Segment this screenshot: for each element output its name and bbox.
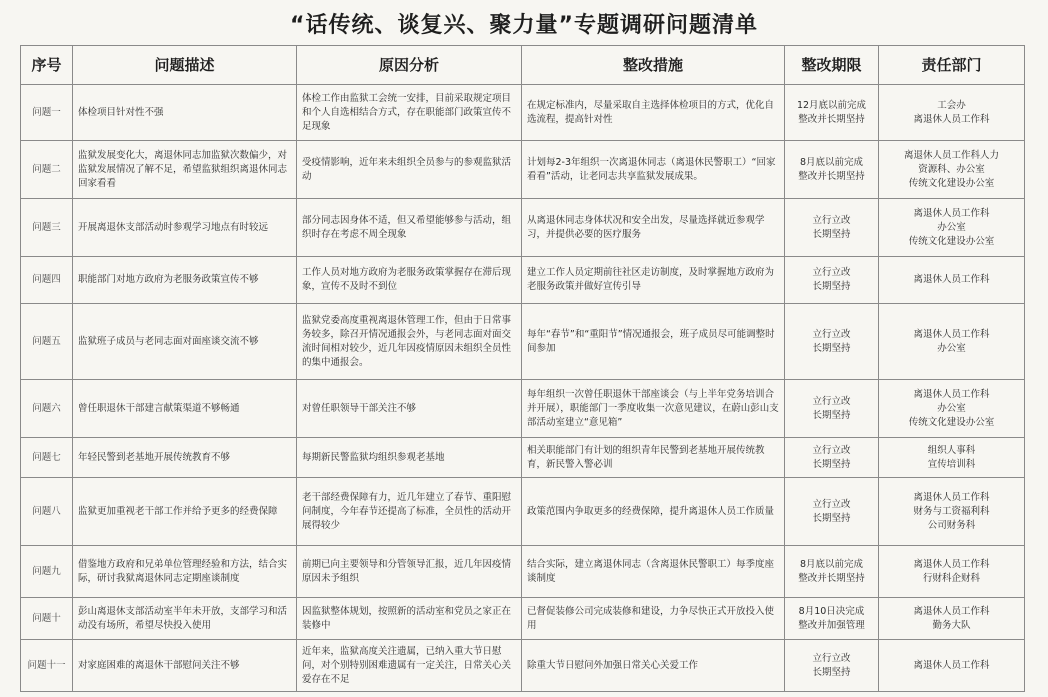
- table-row: [21, 640, 1025, 692]
- department-line: 离退休人员工作科: [913, 328, 990, 340]
- department-cell: [879, 199, 1025, 257]
- deadline-line: 整改并长期坚持: [798, 572, 865, 584]
- department-cell: [879, 640, 1025, 692]
- header-serial: 序号: [21, 46, 73, 85]
- cause-cell: 部分同志因身体不适，但又希望能够参与活动，组织时存在考虑不周全现象: [297, 199, 522, 257]
- measure-cell: 每年组织一次曾任职退休干部座谈会（与上半年党务培训合并开展），职能部门一季度收集一次意见建议，在蔚山彭山支部活动室建立“意见箱”: [522, 380, 785, 438]
- department-line: 组织人事科: [927, 444, 976, 456]
- header-department: 责任部门: [879, 46, 1025, 85]
- cause-cell: 老干部经费保障有力，近几年建立了春节、重阳慰问制度，今年春节还提高了标准，全员性的活动开展得较少: [297, 478, 522, 546]
- department-line: 传统文化建设办公室: [908, 235, 995, 247]
- deadline-line: 长期坚持: [812, 342, 851, 354]
- department-cell: [879, 478, 1025, 546]
- deadline-cell: [785, 380, 879, 438]
- deadline-cell: [785, 85, 879, 141]
- measure-cell: 结合实际，建立离退休同志（含离退休民警职工）每季度座谈制度: [522, 546, 785, 598]
- deadline-line: 长期坚持: [812, 666, 851, 678]
- serial-cell: 问题十一: [21, 640, 73, 692]
- department-cell: [879, 438, 1025, 478]
- measure-cell: 建立工作人员定期前往社区走访制度，及时掌握地方政府为老服务政策并做好宣传引导: [522, 257, 785, 304]
- table-header-row: [21, 46, 1025, 85]
- deadline-line: 立行立改: [812, 652, 851, 664]
- department-line: 离退休人员工作科: [913, 274, 990, 285]
- table-row: [21, 141, 1025, 199]
- department-line: 离退休人员工作科: [913, 659, 990, 671]
- header-cause: 原因分析: [297, 46, 522, 85]
- department-cell: [879, 546, 1025, 598]
- department-line: 宣传培训科: [927, 458, 976, 470]
- serial-cell: 问题一: [21, 85, 73, 141]
- measure-cell: 计划每2-3年组织一次离退休同志（离退休民警职工）“回家看看”活动，让老同志共享监狱发展成果。: [522, 141, 785, 199]
- cause-cell: 体检工作由监狱工会统一安排，目前采取规定项目和个人自选相结合方式，存在职能部门政策宣传不足现象: [297, 85, 522, 141]
- table-row: [21, 546, 1025, 598]
- deadline-cell: [785, 257, 879, 304]
- issue-cell: 监狱班子成员与老同志面对面座谈交流不够: [73, 304, 297, 380]
- department-line: 资源科、办公室: [918, 163, 985, 175]
- department-cell: [879, 141, 1025, 199]
- header-deadline: 整改期限: [785, 46, 879, 85]
- table-row: [21, 438, 1025, 478]
- deadline-cell: [785, 598, 879, 640]
- table-row: [21, 380, 1025, 438]
- serial-cell: 问题十: [21, 598, 73, 640]
- deadline-line: 整改并加强管理: [798, 619, 865, 631]
- cause-cell: 监狱党委高度重视离退休管理工作，但由于日常事务较多，除召开情况通报会外，与老同志面对面交流时间相对较少，近几年因疫情原因未组织全员性的集中通报会。: [297, 304, 522, 380]
- issue-cell: 监狱更加重视老干部工作并给予更多的经费保障: [73, 478, 297, 546]
- measure-cell: 政策范围内争取更多的经费保障，提升离退休人员工作质量: [522, 478, 785, 546]
- measure-cell: 在规定标准内，尽量采取自主选择体检项目的方式，优化自选流程，提高针对性: [522, 85, 785, 141]
- department-line: 工会办: [937, 99, 966, 111]
- issue-cell: 曾任职退休干部建言献策渠道不够畅通: [73, 380, 297, 438]
- department-line: 行财科企财科: [922, 572, 980, 584]
- department-line: 离退休人员工作科: [913, 113, 990, 125]
- department-line: 传统文化建设办公室: [908, 177, 995, 189]
- department-line: 离退休人员工作科: [913, 207, 990, 219]
- deadline-line: 立行立改: [812, 328, 851, 340]
- measure-cell: 每年“春节”和“重阳节”情况通报会，班子成员尽可能调整时间参加: [522, 304, 785, 380]
- issue-cell: 对家庭困难的离退休干部慰问关注不够: [73, 640, 297, 692]
- department-line: 离退休人员工作科: [913, 388, 990, 400]
- department-line: 办公室: [937, 342, 966, 354]
- deadline-line: 立行立改: [812, 214, 851, 226]
- issue-cell: 体检项目针对性不强: [73, 85, 297, 141]
- deadline-line: 8月底以前完成: [799, 558, 864, 570]
- cause-cell: 近年来，监狱高度关注遗属，已纳入重大节日慰问，对个别特别困难遗属有一定关注，日常关心关爱存在不足: [297, 640, 522, 692]
- department-line: 勤务大队: [932, 619, 971, 631]
- serial-cell: 问题七: [21, 438, 73, 478]
- issue-cell: 年轻民警到老基地开展传统教育不够: [73, 438, 297, 478]
- deadline-line: 整改并长期坚持: [798, 170, 865, 182]
- deadline-line: 长期坚持: [812, 281, 851, 292]
- document-title: “话传统、谈复兴、聚力量”专题调研问题清单: [290, 13, 758, 38]
- deadline-line: 立行立改: [812, 395, 851, 407]
- issue-cell: 彭山离退休支部活动室半年未开放，支部学习和活动没有场所，希望尽快投入使用: [73, 598, 297, 640]
- department-line: 办公室: [937, 402, 966, 414]
- serial-cell: 问题三: [21, 199, 73, 257]
- measure-cell: 除重大节日慰问外加强日常关心关爱工作: [522, 640, 785, 692]
- issue-table: [20, 45, 1025, 692]
- issue-cell: 职能部门对地方政府为老服务政策宣传不够: [73, 257, 297, 304]
- deadline-line: 8月10日决完成: [798, 605, 865, 617]
- department-cell: [879, 85, 1025, 141]
- deadline-line: 8月底以前完成: [799, 156, 864, 168]
- department-cell: [879, 380, 1025, 438]
- cause-cell: 对曾任职领导干部关注不够: [297, 380, 522, 438]
- deadline-cell: [785, 640, 879, 692]
- department-line: 办公室: [937, 221, 966, 233]
- cause-cell: 前期已向主要领导和分管领导汇报，近几年因疫情原因未予组织: [297, 546, 522, 598]
- table-row: [21, 85, 1025, 141]
- serial-cell: 问题二: [21, 141, 73, 199]
- deadline-line: 立行立改: [812, 267, 851, 278]
- deadline-cell: [785, 546, 879, 598]
- cause-cell: 因监狱整体规划，按照新的活动室和党员之家正在装修中: [297, 598, 522, 640]
- cause-cell: 每期新民警监狱均组织参观老基地: [297, 438, 522, 478]
- deadline-cell: [785, 438, 879, 478]
- deadline-line: 长期坚持: [812, 409, 851, 421]
- deadline-line: 立行立改: [812, 444, 851, 456]
- deadline-line: 立行立改: [812, 498, 851, 510]
- deadline-line: 长期坚持: [812, 228, 851, 240]
- measure-cell: 从离退休同志身体状况和安全出发，尽量选择就近参观学习，并提供必要的医疗服务: [522, 199, 785, 257]
- header-issue: 问题描述: [73, 46, 297, 85]
- serial-cell: 问题五: [21, 304, 73, 380]
- deadline-line: 12月底以前完成: [796, 99, 867, 111]
- department-line: 财务与工资福利科: [913, 505, 990, 517]
- deadline-cell: [785, 478, 879, 546]
- department-line: 离退休人员工作科人力: [903, 149, 999, 161]
- table-row: [21, 257, 1025, 304]
- serial-cell: 问题八: [21, 478, 73, 546]
- table-row: [21, 304, 1025, 380]
- department-line: 离退休人员工作科: [913, 558, 990, 570]
- header-measure: 整改措施: [522, 46, 785, 85]
- deadline-cell: [785, 304, 879, 380]
- department-line: 传统文化建设办公室: [908, 416, 995, 428]
- deadline-cell: [785, 141, 879, 199]
- table-row: [21, 478, 1025, 546]
- deadline-line: 长期坚持: [812, 458, 851, 470]
- department-cell: [879, 257, 1025, 304]
- department-cell: [879, 598, 1025, 640]
- issue-cell: 开展离退休支部活动时参观学习地点有时较远: [73, 199, 297, 257]
- measure-cell: 已督促装修公司完成装修和建设，力争尽快正式开放投入使用: [522, 598, 785, 640]
- measure-cell: 相关职能部门有计划的组织青年民警到老基地开展传统教育，新民警入警必训: [522, 438, 785, 478]
- department-line: 离退休人员工作科: [913, 605, 990, 617]
- serial-cell: 问题九: [21, 546, 73, 598]
- table-row: [21, 199, 1025, 257]
- department-line: 离退休人员工作科: [913, 491, 990, 503]
- deadline-line: 整改并长期坚持: [798, 113, 865, 125]
- cause-cell: 受疫情影响，近年来未组织全员参与的参观监狱活动: [297, 141, 522, 199]
- issue-cell: 借鉴地方政府和兄弟单位管理经验和方法，结合实际，研讨我狱离退休同志定期座谈制度: [73, 546, 297, 598]
- cause-cell: 工作人员对地方政府为老服务政策掌握存在滞后现象，宣传不及时不到位: [297, 257, 522, 304]
- issue-cell: 监狱发展变化大，离退休同志加监狱次数偏少，对监狱发展情况了解不足，希望监狱组织离退休同志回家看看: [73, 141, 297, 199]
- department-cell: [879, 304, 1025, 380]
- serial-cell: 问题六: [21, 380, 73, 438]
- deadline-line: 长期坚持: [812, 512, 851, 524]
- serial-cell: 问题四: [21, 257, 73, 304]
- table-row: [21, 598, 1025, 640]
- deadline-cell: [785, 199, 879, 257]
- department-line: 公司财务科: [927, 519, 976, 531]
